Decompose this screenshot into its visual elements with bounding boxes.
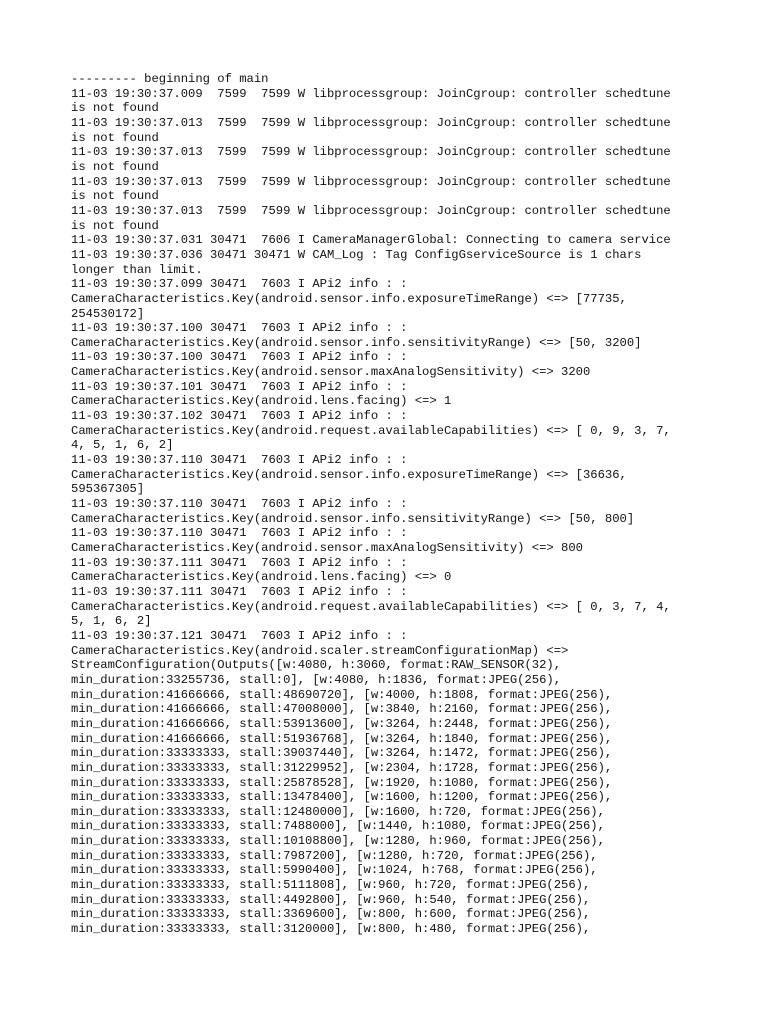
log-line: CameraCharacteristics.Key(android.sensor.info.sensitivityRange) <=> [50, 800] bbox=[71, 511, 635, 526]
log-line: min_duration:33333333, stall:12480000], [w:1600, h:720, format:JPEG(256), bbox=[71, 804, 605, 819]
log-line: is not found bbox=[71, 159, 159, 174]
log-line: longer than limit. bbox=[71, 262, 203, 277]
log-line: min_duration:33255736, stall:0], [w:4080, h:1836, format:JPEG(256), bbox=[71, 672, 562, 687]
log-line: min_duration:33333333, stall:13478400], [w:1600, h:1200, format:JPEG(256), bbox=[71, 790, 613, 805]
log-line: CameraCharacteristics.Key(android.sensor.info.exposureTimeRange) <=> [36636, bbox=[71, 467, 627, 482]
log-line: min_duration:41666666, stall:47008000], [w:3840, h:2160, format:JPEG(256), bbox=[71, 702, 613, 717]
log-line: 11-03 19:30:37.101 30471 7603 I APi2 info : : bbox=[71, 379, 408, 394]
log-line: CameraCharacteristics.Key(android.sensor.maxAnalogSensitivity) <=> 800 bbox=[71, 541, 583, 555]
log-line: 11-03 19:30:37.110 30471 7603 I APi2 info : : bbox=[71, 497, 408, 512]
log-line: min_duration:33333333, stall:7987200], [w:1280, h:720, format:JPEG(256), bbox=[71, 848, 598, 863]
log-line: 595367305] bbox=[71, 482, 145, 497]
log-line: min_duration:33333333, stall:5990400], [w:1024, h:768, format:JPEG(256), bbox=[71, 863, 598, 878]
log-line: 11-03 19:30:37.031 30471 7606 I CameraManagerGlobal: Connecting to camera service bbox=[71, 233, 671, 248]
log-line: is not found bbox=[71, 130, 159, 145]
log-line: min_duration:33333333, stall:7488000], [w:1440, h:1080, format:JPEG(256), bbox=[71, 819, 605, 834]
log-line: 4, 5, 1, 6, 2] bbox=[71, 438, 174, 453]
log-line: 11-03 19:30:37.102 30471 7603 I APi2 info : : bbox=[71, 409, 408, 424]
log-line: 11-03 19:30:37.121 30471 7603 I APi2 info : : bbox=[71, 628, 408, 643]
log-line: min_duration:33333333, stall:25878528], [w:1920, h:1080, format:JPEG(256), bbox=[71, 775, 613, 790]
log-line: 11-03 19:30:37.013 7599 7599 W libprocessgroup: JoinCgroup: controller schedtune bbox=[71, 115, 671, 130]
log-line: CameraCharacteristics.Key(android.request.availableCapabilities) <=> [ 0, 9, 3, 7, bbox=[71, 423, 671, 438]
log-line: 11-03 19:30:37.111 30471 7603 I APi2 info : : bbox=[71, 555, 408, 570]
log-line: min_duration:33333333, stall:3369600], [w:800, h:600, format:JPEG(256), bbox=[71, 907, 591, 922]
log-line: is not found bbox=[71, 218, 159, 233]
log-line: min_duration:33333333, stall:31229952], [w:2304, h:1728, format:JPEG(256), bbox=[71, 760, 613, 775]
log-line: 11-03 19:30:37.111 30471 7603 I APi2 info : : bbox=[71, 584, 408, 599]
log-line: min_duration:33333333, stall:3120000], [w:800, h:480, format:JPEG(256), bbox=[71, 922, 591, 937]
log-line: 11-03 19:30:37.013 7599 7599 W libprocessgroup: JoinCgroup: controller schedtune bbox=[71, 174, 671, 189]
log-line: CameraCharacteristics.Key(android.sensor.maxAnalogSensitivity) <=> 3200 bbox=[71, 365, 591, 380]
log-line: min_duration:41666666, stall:51936768], [w:3264, h:1840, format:JPEG(256), bbox=[71, 731, 613, 746]
log-line: is not found bbox=[71, 101, 159, 116]
log-line: min_duration:33333333, stall:10108800], [w:1280, h:960, format:JPEG(256), bbox=[71, 834, 605, 849]
log-line: min_duration:41666666, stall:48690720], [w:4000, h:1808, format:JPEG(256), bbox=[71, 687, 613, 702]
log-line: CameraCharacteristics.Key(android.sensor.info.sensitivityRange) <=> [50, 3200] bbox=[71, 335, 642, 350]
log-line: 11-03 19:30:37.100 30471 7603 I APi2 info : : bbox=[71, 350, 408, 365]
log-line: min_duration:33333333, stall:39037440], [w:3264, h:1472, format:JPEG(256), bbox=[71, 746, 613, 761]
log-line: 254530172] bbox=[71, 306, 145, 321]
log-line: 11-03 19:30:37.009 7599 7599 W libprocessgroup: JoinCgroup: controller schedtune bbox=[71, 86, 671, 101]
log-line: StreamConfiguration(Outputs([w:4080, h:3060, format:RAW_SENSOR(32), bbox=[71, 658, 562, 673]
log-line: 11-03 19:30:37.013 7599 7599 W libprocessgroup: JoinCgroup: controller schedtune bbox=[71, 203, 671, 218]
log-line: 11-03 19:30:37.099 30471 7603 I APi2 info : : bbox=[71, 277, 408, 292]
log-line: is not found bbox=[71, 189, 159, 204]
log-line: 5, 1, 6, 2] bbox=[71, 614, 152, 629]
log-line: 11-03 19:30:37.036 30471 30471 W CAM_Log : Tag ConfigGserviceSource is 1 chars bbox=[71, 247, 642, 262]
log-line: min_duration:33333333, stall:4492800], [w:960, h:540, format:JPEG(256), bbox=[71, 892, 591, 907]
log-line: min_duration:41666666, stall:53913600], [w:3264, h:2448, format:JPEG(256), bbox=[71, 716, 613, 731]
log-document bbox=[71, 72, 711, 937]
log-line: 11-03 19:30:37.110 30471 7603 I APi2 info : : bbox=[71, 453, 408, 468]
log-line: 11-03 19:30:37.100 30471 7603 I APi2 info : : bbox=[71, 321, 408, 336]
log-line: 11-03 19:30:37.110 30471 7603 I APi2 info : : bbox=[71, 526, 408, 541]
log-line: CameraCharacteristics.Key(android.lens.facing) <=> 1 bbox=[71, 394, 452, 409]
log-line: CameraCharacteristics.Key(android.lens.facing) <=> 0 bbox=[71, 570, 452, 585]
log-line: --------- beginning of main bbox=[71, 72, 269, 86]
log-line: 11-03 19:30:37.013 7599 7599 W libprocessgroup: JoinCgroup: controller schedtune bbox=[71, 145, 671, 160]
log-line: min_duration:33333333, stall:5111808], [w:960, h:720, format:JPEG(256), bbox=[71, 878, 591, 893]
log-line: CameraCharacteristics.Key(android.sensor.info.exposureTimeRange) <=> [77735, bbox=[71, 291, 627, 306]
log-line: CameraCharacteristics.Key(android.request.availableCapabilities) <=> [ 0, 3, 7, 4, bbox=[71, 599, 671, 614]
log-line: CameraCharacteristics.Key(android.scaler.streamConfigurationMap) <=> bbox=[71, 643, 569, 658]
